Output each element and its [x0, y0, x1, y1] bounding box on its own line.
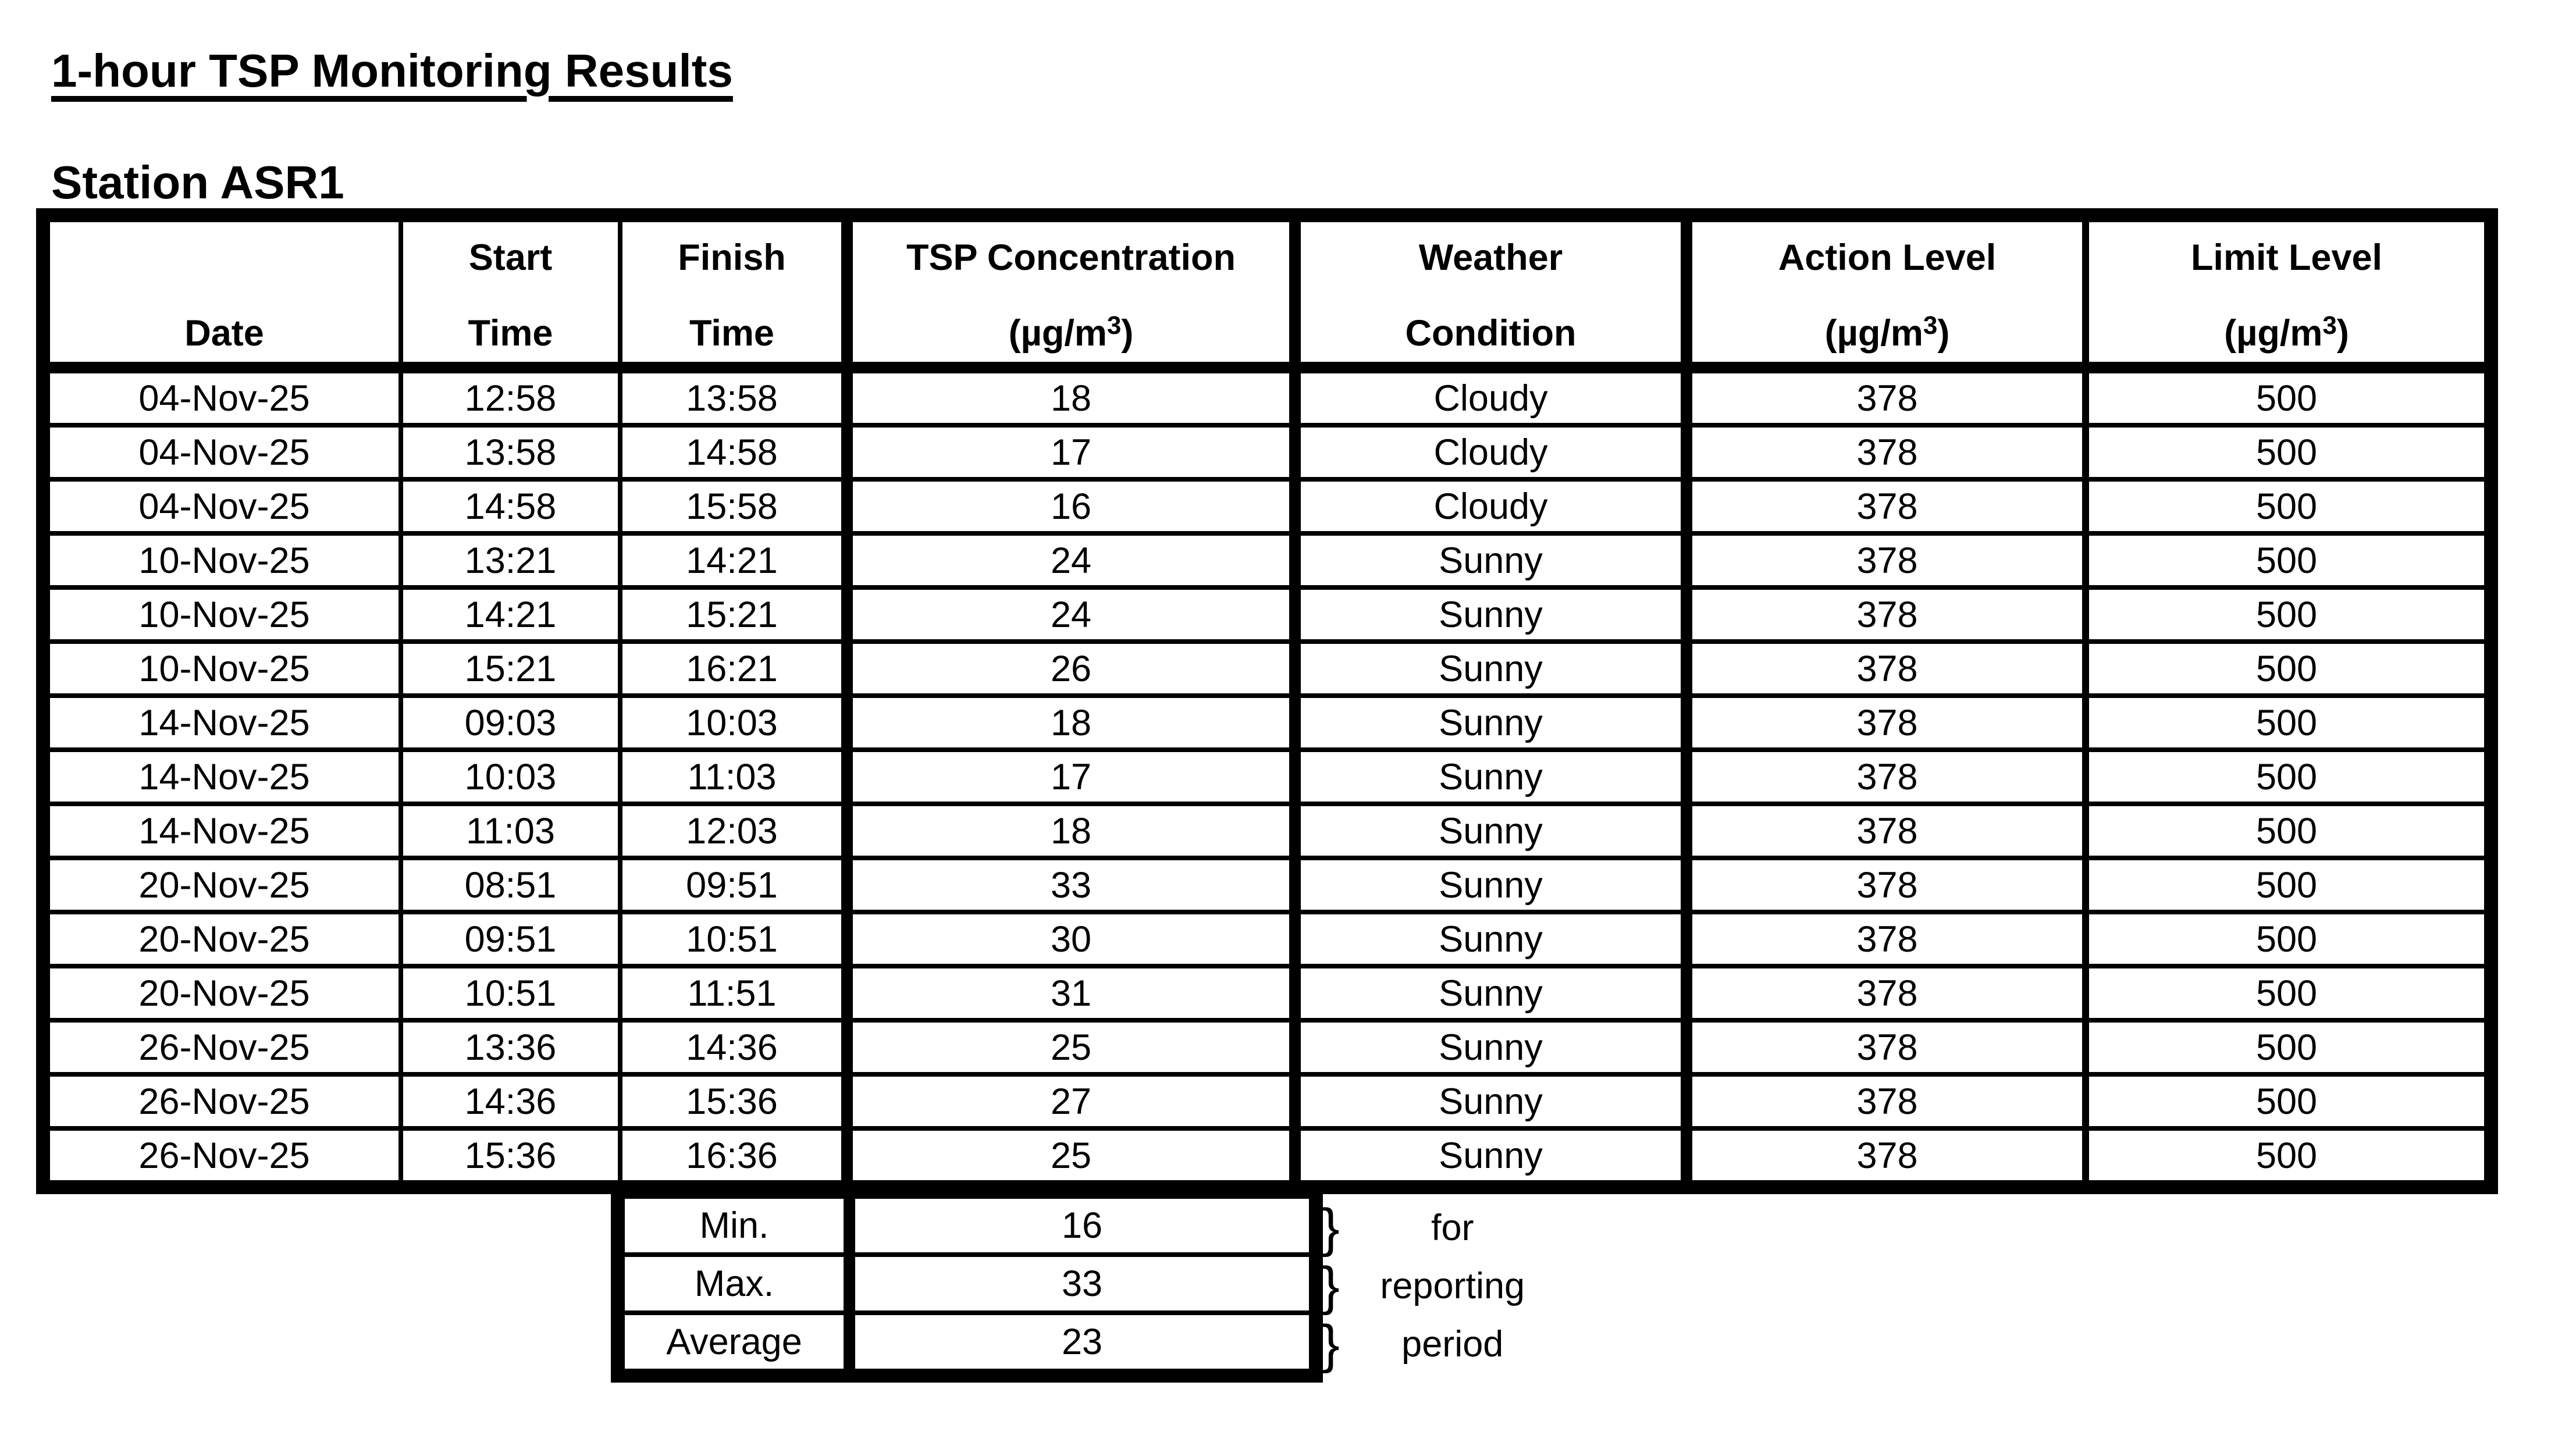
limit-level-cell: 500 — [2086, 858, 2491, 912]
finish-time-cell: 14:21 — [620, 533, 847, 587]
summary-max-label: Max. — [618, 1255, 849, 1313]
limit-level-cell: 500 — [2086, 1074, 2491, 1128]
col-header-start-time — [401, 215, 620, 368]
weather-cell: Sunny — [1295, 858, 1687, 912]
date-cell: 26-Nov-25 — [43, 1020, 401, 1074]
curly-brace: } — [1322, 1198, 1340, 1258]
table-header — [43, 215, 2491, 368]
date-cell: 14-Nov-25 — [43, 750, 401, 804]
limit-level-cell: 500 — [2086, 912, 2491, 966]
table-body — [43, 368, 2491, 1187]
table-row — [43, 533, 2491, 587]
date-cell: 10-Nov-25 — [43, 533, 401, 587]
action-level-cell: 378 — [1687, 425, 2086, 479]
tsp-cell: 18 — [847, 368, 1295, 425]
action-level-cell: 378 — [1687, 587, 2086, 642]
limit-level-cell: 500 — [2086, 750, 2491, 804]
weather-cell: Sunny — [1295, 1074, 1687, 1128]
start-time-cell: 10:51 — [401, 966, 620, 1020]
col-header-action-level — [1687, 215, 2086, 368]
action-header-line1: Action Level — [1778, 237, 1997, 278]
finish-time-cell: 13:58 — [620, 368, 847, 425]
table-row — [43, 696, 2491, 750]
limit-level-cell: 500 — [2086, 425, 2491, 479]
start-time-cell: 13:36 — [401, 1020, 620, 1074]
date-cell: 20-Nov-25 — [43, 966, 401, 1020]
col-header-limit-level — [2086, 215, 2491, 368]
summary-note-row — [1322, 1257, 1552, 1315]
start-time-cell: 15:36 — [401, 1128, 620, 1187]
start-time-cell: 11:03 — [401, 804, 620, 858]
start-header-line2: Time — [468, 312, 553, 354]
start-time-cell: 15:21 — [401, 642, 620, 696]
tsp-cell: 25 — [847, 1020, 1295, 1074]
tsp-unit-sup: 3 — [1106, 311, 1122, 340]
tsp-cell: 24 — [847, 587, 1295, 642]
date-cell: 26-Nov-25 — [43, 1074, 401, 1128]
weather-cell: Cloudy — [1295, 479, 1687, 533]
weather-cell: Sunny — [1295, 750, 1687, 804]
table-row — [43, 1020, 2491, 1074]
summary-row-min — [618, 1192, 1316, 1255]
col-header-tsp-concentration — [847, 215, 1295, 368]
finish-time-cell: 15:36 — [620, 1074, 847, 1128]
summary-notes — [1322, 1199, 1552, 1373]
start-time-cell: 12:58 — [401, 368, 620, 425]
header-row — [43, 215, 2491, 368]
tsp-cell: 17 — [847, 750, 1295, 804]
summary-min-value: 16 — [849, 1192, 1316, 1255]
table-row — [43, 642, 2491, 696]
limit-level-cell: 500 — [2086, 479, 2491, 533]
finish-time-cell: 11:03 — [620, 750, 847, 804]
tsp-cell: 17 — [847, 425, 1295, 479]
tsp-unit-prefix: (µg/m — [1008, 312, 1107, 354]
action-unit-sup: 3 — [1923, 311, 1938, 340]
action-level-cell: 378 — [1687, 696, 2086, 750]
limit-level-cell: 500 — [2086, 587, 2491, 642]
finish-header-line1: Finish — [678, 237, 786, 278]
summary-table — [611, 1185, 1323, 1383]
start-time-cell: 14:21 — [401, 587, 620, 642]
date-cell: 20-Nov-25 — [43, 858, 401, 912]
limit-level-cell: 500 — [2086, 533, 2491, 587]
action-header-unit — [1824, 311, 1950, 354]
summary-note-row — [1322, 1199, 1552, 1257]
limit-level-cell: 500 — [2086, 642, 2491, 696]
action-unit-suffix: ) — [1937, 312, 1950, 354]
finish-time-cell: 10:51 — [620, 912, 847, 966]
finish-time-cell: 16:36 — [620, 1128, 847, 1187]
tsp-cell: 26 — [847, 642, 1295, 696]
date-cell: 14-Nov-25 — [43, 804, 401, 858]
weather-header-line1: Weather — [1418, 237, 1563, 278]
action-level-cell: 378 — [1687, 1074, 2086, 1128]
start-time-cell: 13:58 — [401, 425, 620, 479]
finish-time-cell: 12:03 — [620, 804, 847, 858]
action-level-cell: 378 — [1687, 804, 2086, 858]
date-cell: 04-Nov-25 — [43, 479, 401, 533]
action-level-cell: 378 — [1687, 479, 2086, 533]
date-cell: 04-Nov-25 — [43, 425, 401, 479]
date-cell: 10-Nov-25 — [43, 642, 401, 696]
finish-time-cell: 15:21 — [620, 587, 847, 642]
table-row — [43, 368, 2491, 425]
weather-cell: Sunny — [1295, 642, 1687, 696]
weather-header-line2: Condition — [1405, 312, 1577, 354]
limit-level-cell: 500 — [2086, 966, 2491, 1020]
col-header-date — [43, 215, 401, 368]
weather-cell: Sunny — [1295, 696, 1687, 750]
date-cell: 20-Nov-25 — [43, 912, 401, 966]
tsp-cell: 18 — [847, 804, 1295, 858]
table-row — [43, 479, 2491, 533]
summary-note-for: for — [1431, 1207, 1474, 1248]
summary-row-max — [618, 1255, 1316, 1313]
start-time-cell: 09:03 — [401, 696, 620, 750]
finish-time-cell: 14:36 — [620, 1020, 847, 1074]
finish-time-cell: 09:51 — [620, 858, 847, 912]
weather-cell: Sunny — [1295, 1020, 1687, 1074]
tsp-cell: 24 — [847, 533, 1295, 587]
station-label: Station ASR1 — [51, 156, 344, 208]
limit-level-cell: 500 — [2086, 696, 2491, 750]
summary-note-reporting: reporting — [1380, 1265, 1525, 1306]
limit-header-unit — [2224, 311, 2349, 354]
table-row — [43, 966, 2491, 1020]
finish-time-cell: 14:58 — [620, 425, 847, 479]
date-cell: 14-Nov-25 — [43, 696, 401, 750]
summary-max-value: 33 — [849, 1255, 1316, 1313]
table-row — [43, 912, 2491, 966]
summary-row-average — [618, 1313, 1316, 1376]
summary-min-label: Min. — [618, 1192, 849, 1255]
limit-unit-prefix: (µg/m — [2224, 312, 2323, 354]
table-row — [43, 858, 2491, 912]
tsp-header-line1: TSP Concentration — [906, 237, 1236, 278]
date-cell: 26-Nov-25 — [43, 1128, 401, 1187]
weather-cell: Sunny — [1295, 533, 1687, 587]
tsp-cell: 33 — [847, 858, 1295, 912]
table-row — [43, 1074, 2491, 1128]
action-level-cell: 378 — [1687, 858, 2086, 912]
limit-level-cell: 500 — [2086, 1128, 2491, 1187]
weather-cell: Sunny — [1295, 587, 1687, 642]
monitoring-table — [36, 208, 2498, 1194]
limit-level-cell: 500 — [2086, 1020, 2491, 1074]
table-row — [43, 804, 2491, 858]
table-row — [43, 587, 2491, 642]
limit-header-line1: Limit Level — [2190, 237, 2383, 278]
start-time-cell: 13:21 — [401, 533, 620, 587]
action-level-cell: 378 — [1687, 1020, 2086, 1074]
limit-level-cell: 500 — [2086, 368, 2491, 425]
weather-cell: Sunny — [1295, 804, 1687, 858]
limit-level-cell: 500 — [2086, 804, 2491, 858]
tsp-cell: 18 — [847, 696, 1295, 750]
col-header-finish-time — [620, 215, 847, 368]
start-time-cell: 14:36 — [401, 1074, 620, 1128]
limit-unit-suffix: ) — [2336, 312, 2349, 354]
tsp-cell: 16 — [847, 479, 1295, 533]
curly-brace: } — [1322, 1256, 1340, 1316]
date-cell: 04-Nov-25 — [43, 368, 401, 425]
weather-cell: Sunny — [1295, 912, 1687, 966]
weather-cell: Cloudy — [1295, 425, 1687, 479]
finish-time-cell: 11:51 — [620, 966, 847, 1020]
table-row — [43, 1128, 2491, 1187]
weather-cell: Cloudy — [1295, 368, 1687, 425]
action-unit-prefix: (µg/m — [1824, 312, 1923, 354]
tsp-cell: 27 — [847, 1074, 1295, 1128]
tsp-cell: 25 — [847, 1128, 1295, 1187]
page-title: 1-hour TSP Monitoring Results — [51, 45, 733, 97]
summary-note-row — [1322, 1315, 1552, 1373]
action-level-cell: 378 — [1687, 912, 2086, 966]
start-time-cell: 10:03 — [401, 750, 620, 804]
finish-header-line2: Time — [689, 312, 774, 354]
weather-cell: Sunny — [1295, 966, 1687, 1020]
start-time-cell: 14:58 — [401, 479, 620, 533]
start-time-cell: 08:51 — [401, 858, 620, 912]
finish-time-cell: 15:58 — [620, 479, 847, 533]
action-level-cell: 378 — [1687, 750, 2086, 804]
action-level-cell: 378 — [1687, 642, 2086, 696]
tsp-header-unit — [1008, 311, 1134, 354]
table-row — [43, 750, 2491, 804]
date-header-label: Date — [184, 312, 264, 354]
tsp-cell: 31 — [847, 966, 1295, 1020]
action-level-cell: 378 — [1687, 1128, 2086, 1187]
summary-average-value: 23 — [849, 1313, 1316, 1376]
finish-time-cell: 16:21 — [620, 642, 847, 696]
date-cell: 10-Nov-25 — [43, 587, 401, 642]
summary-average-label: Average — [618, 1313, 849, 1376]
summary-note-period: period — [1401, 1323, 1504, 1365]
start-time-cell: 09:51 — [401, 912, 620, 966]
action-level-cell: 378 — [1687, 966, 2086, 1020]
curly-brace: } — [1322, 1315, 1340, 1374]
limit-unit-sup: 3 — [2322, 311, 2337, 340]
finish-time-cell: 10:03 — [620, 696, 847, 750]
table-row — [43, 425, 2491, 479]
weather-cell: Sunny — [1295, 1128, 1687, 1187]
tsp-cell: 30 — [847, 912, 1295, 966]
action-level-cell: 378 — [1687, 368, 2086, 425]
col-header-weather-condition — [1295, 215, 1687, 368]
start-header-line1: Start — [468, 237, 553, 278]
action-level-cell: 378 — [1687, 533, 2086, 587]
tsp-unit-suffix: ) — [1121, 312, 1134, 354]
